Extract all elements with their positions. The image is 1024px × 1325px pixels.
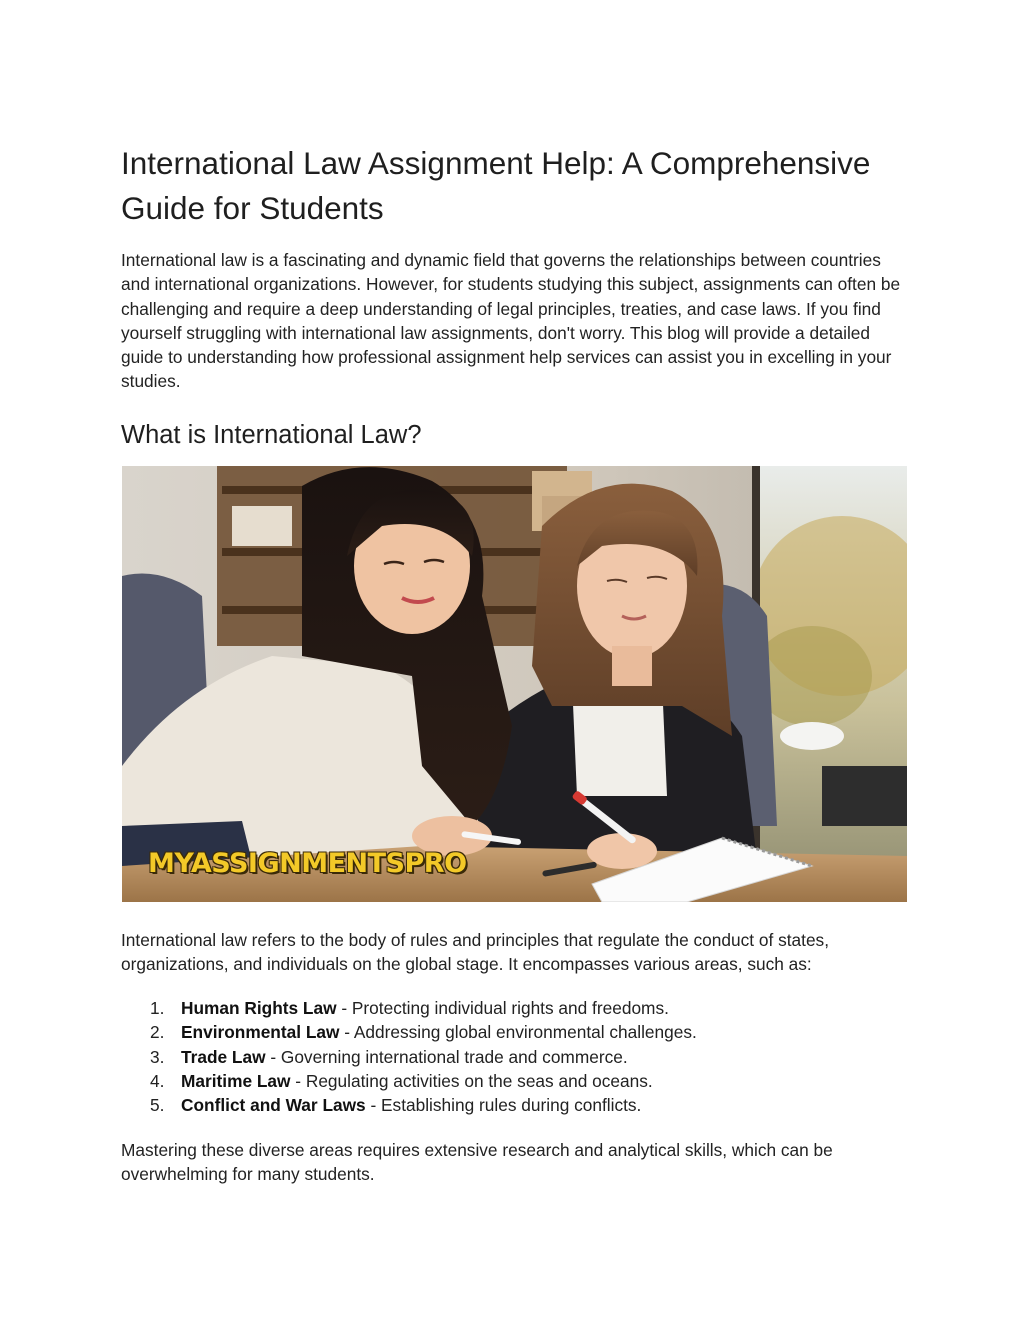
- list-item-number: 3.: [150, 1046, 165, 1067]
- document-title: International Law Assignment Help: A Comprehensive Guide for Students: [121, 145, 871, 226]
- intro-paragraph: International law is a fascinating and dynamic field that governs the relationships between countries and international organizations. However, for students studying this subject, assignments can often be challenging and require a deep understanding of legal principles, treaties, and case laws. If you find yourself struggling with international law assignments, don't worry. This blog will provide a detailed guide to understanding how professional assignment help services can assist you in excelling in your studies.: [121, 250, 901, 392]
- list-item-number: 5.: [150, 1095, 165, 1116]
- list-item-description: - Governing international trade and commerce.: [265, 1046, 628, 1067]
- list-item-description: - Protecting individual rights and freedoms.: [336, 998, 669, 1018]
- list-item-number: 1.: [150, 998, 165, 1018]
- closing-paragraph: Mastering these diverse areas requires extensive research and analytical skills, which can be overwhelming for many students.: [121, 1140, 833, 1185]
- list-item-term: Human Rights Law: [181, 998, 337, 1018]
- list-item-number: 4.: [150, 1070, 165, 1091]
- list-item-description: - Regulating activities on the seas and oceans.: [290, 1070, 653, 1091]
- list-item: [121, 1069, 907, 1093]
- definition-paragraph: International law refers to the body of rules and principles that regulate the conduct of states, organizations, and individuals on the global stage. It encompasses various areas, such as:: [121, 930, 829, 975]
- list-item: [121, 1020, 907, 1044]
- list-item: [121, 1045, 907, 1069]
- list-item-term: Conflict and War Laws: [181, 1095, 366, 1116]
- list-item-description: - Establishing rules during conflicts.: [365, 1095, 642, 1116]
- list-item-term: Maritime Law: [181, 1070, 291, 1091]
- list-item-number: 2.: [150, 1022, 165, 1043]
- list-item-description: - Addressing global environmental challenges.: [339, 1022, 697, 1043]
- section-heading: What is International Law?: [121, 421, 422, 449]
- list-item: [121, 1093, 907, 1117]
- list-item: [121, 996, 907, 1020]
- students-photo: [122, 466, 907, 902]
- photo-watermark: MYASSIGNMENTSPRO: [148, 848, 467, 879]
- students-photo-illustration: [122, 466, 907, 902]
- law-areas-list: [121, 996, 907, 1117]
- list-item-term: Trade Law: [181, 1046, 266, 1067]
- list-item-term: Environmental Law: [181, 1022, 340, 1043]
